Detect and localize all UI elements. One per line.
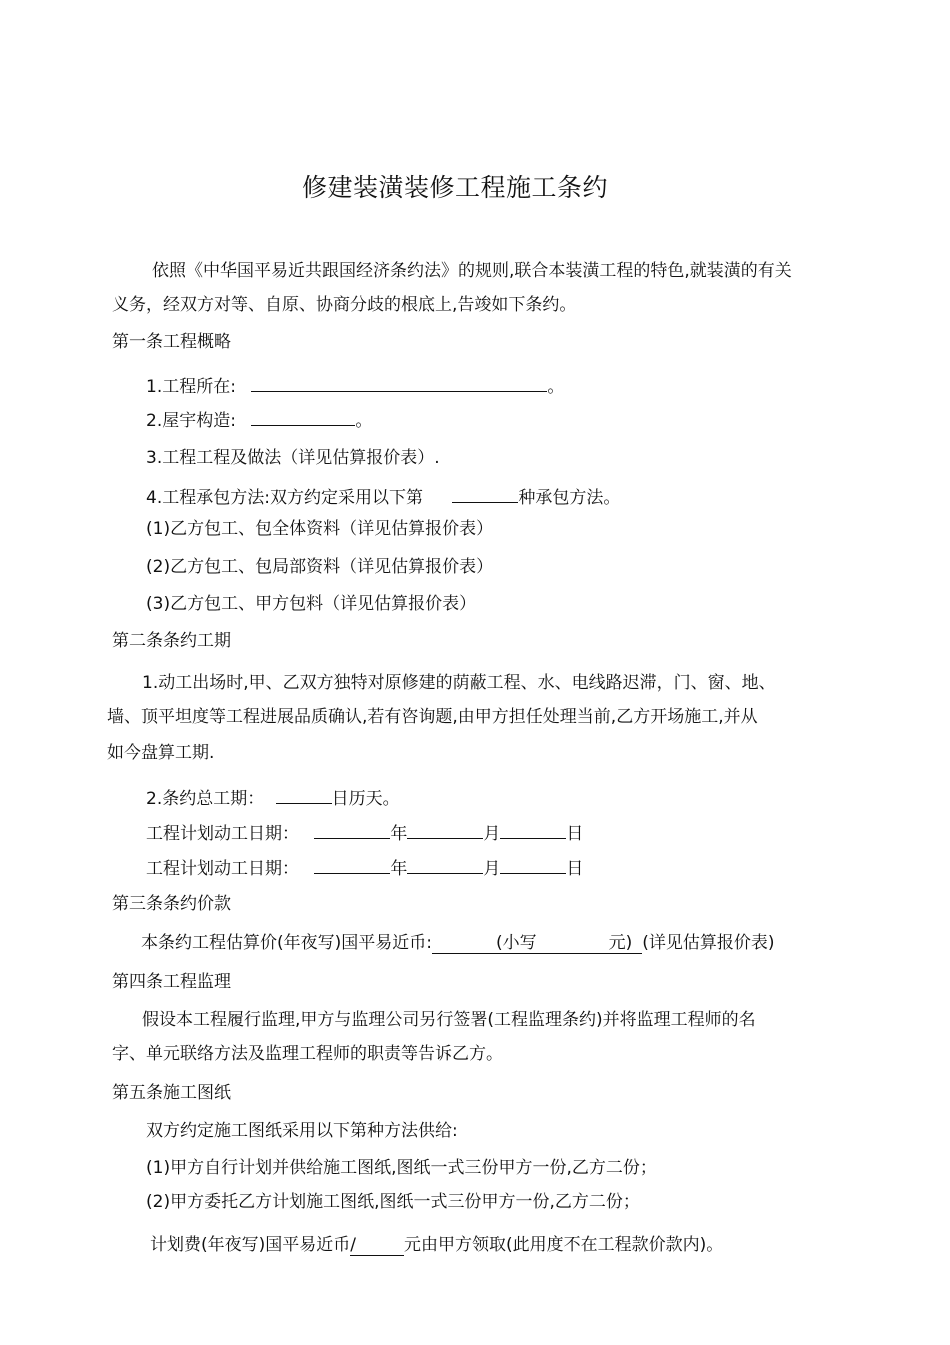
intro-line-1: 依照《中华国平易近共跟国经济条约法》的规则,联合本装潢工程的特色,就装潢的有关 [152, 261, 792, 281]
article-4-line-2: 字、单元联络方法及监理工程师的职责等告诉乙方。 [112, 1044, 503, 1064]
small-label: (小写 [496, 933, 537, 953]
design-fee-label: 计划费(年夜写)国平易近币 [150, 1235, 351, 1255]
contract-price-label: 本条约工程估算价(年夜写)国平易近币: [141, 933, 432, 953]
option-3: (3)乙方包工、甲方包料（详见估算报价表） [146, 594, 477, 614]
article-2-para-line-3: 如今盘算工期. [107, 743, 215, 763]
yuan-label: 元) [608, 933, 633, 953]
total-duration-label: 2.条约总工期： [146, 789, 265, 809]
start-date-line-1 [146, 820, 583, 844]
project-location-blank [251, 373, 547, 392]
design-fee-blank [350, 1235, 404, 1256]
project-location-label: 1.工程所在: [146, 377, 236, 397]
start-date-label: 工程计划动工日期： [146, 824, 299, 844]
article-2-para-line-1: 1.动工出场时,甲、乙双方独特对原修建的荫蔽工程、水、电线路迟滞，门、窗、地、 [142, 673, 776, 693]
total-duration-blank [276, 785, 332, 804]
total-duration-suffix: 日历天。 [331, 789, 400, 809]
building-structure-blank [251, 407, 355, 426]
contract-price-underlined [432, 933, 642, 954]
start-date-line-2 [146, 855, 583, 879]
total-duration-line [146, 785, 400, 809]
month-label: 月 [483, 859, 501, 879]
contract-method-suffix: 种承包方法。 [518, 488, 621, 508]
month-blank [407, 855, 483, 874]
period: 。 [355, 411, 373, 431]
design-fee-slash: / [350, 1235, 356, 1255]
document-title: 修建装潢装修工程施工条约 [302, 173, 609, 202]
project-items-line: 3.工程工程及做法（详见估算报价表）. [146, 448, 440, 468]
article-2-heading: 第二条条约工期 [112, 631, 231, 651]
building-structure-label: 2.屋宇构造: [146, 411, 236, 431]
drawings-option-1: (1)甲方自行计划并供给施工图纸,图纸一式三份甲方一份,乙方二份； [146, 1158, 657, 1178]
contract-price-line [141, 933, 775, 953]
intro-line-2: 义务，经双方对等、自原、协商分歧的根底上,告竣如下条约。 [112, 295, 577, 315]
start-date-label: 工程计划动工日期： [146, 859, 299, 879]
option-2: (2)乙方包工、包局部资料（详见估算报价表） [146, 557, 494, 577]
drawings-option-2: (2)甲方委托乙方计划施工图纸,图纸一式三份甲方一份,乙方二份； [146, 1192, 640, 1212]
day-label: 日 [566, 859, 584, 879]
day-blank [500, 855, 566, 874]
article-5-heading: 第五条施工图纸 [112, 1083, 231, 1103]
article-4-line-1: 假设本工程履行监理,甲方与监理公司另行签署(工程监理条约)并将监理工程师的名 [142, 1010, 756, 1030]
contract-method-blank [452, 484, 518, 503]
day-blank [500, 820, 566, 839]
year-blank [314, 855, 390, 874]
design-fee-line [150, 1235, 723, 1255]
article-3-heading: 第三条条约价款 [112, 894, 231, 914]
contract-method-line [146, 484, 620, 508]
drawings-method-line: 双方约定施工图纸采用以下第种方法供给: [146, 1121, 458, 1141]
article-1-heading: 第一条工程概略 [112, 332, 231, 352]
design-fee-suffix: 元由甲方领取(此用度不在工程款价款内)。 [404, 1235, 724, 1255]
building-structure-line [146, 407, 372, 431]
contract-price-suffix: (详见估算报价表) [642, 933, 775, 953]
article-2-para-line-2: 墙、顶平坦度等工程进展品质确认,若有咨询题,由甲方担任处理当前,乙方开场施工,并从 [107, 707, 758, 727]
day-label: 日 [566, 824, 584, 844]
month-blank [407, 820, 483, 839]
year-blank [314, 820, 390, 839]
month-label: 月 [483, 824, 501, 844]
year-label: 年 [390, 859, 408, 879]
period: 。 [547, 377, 565, 397]
option-1: (1)乙方包工、包全体资料（详见估算报价表） [146, 519, 494, 539]
article-4-heading: 第四条工程监理 [112, 972, 231, 992]
year-label: 年 [390, 824, 408, 844]
project-location-line [146, 373, 564, 397]
contract-method-prefix: 4.工程承包方法:双方约定采用以下第 [146, 488, 423, 508]
